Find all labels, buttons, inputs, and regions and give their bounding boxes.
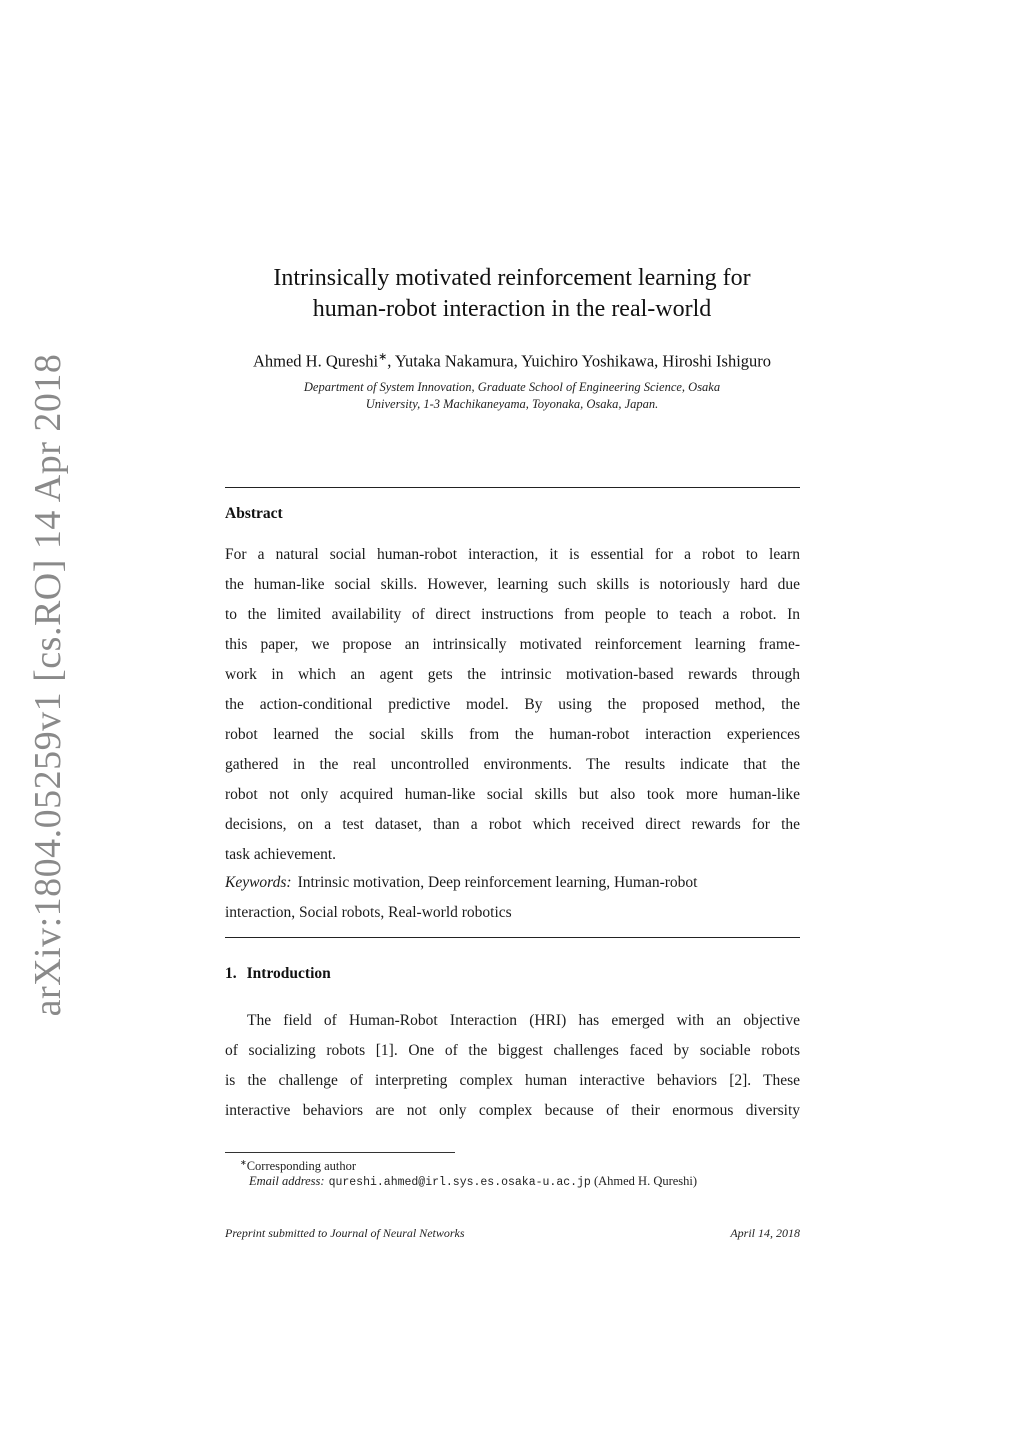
author-list: [0, 350, 1024, 372]
keywords-block: [225, 868, 800, 928]
footnote-star: ∗: [240, 1158, 247, 1167]
keywords-label: Keywords:: [225, 874, 292, 891]
title-line-1: Intrinsically motivated reinforcement learning for: [273, 265, 751, 291]
intro-line: of socializing robots [1]. One of the biggest challenges faced by sociable robots: [225, 1042, 800, 1059]
introduction-body: [225, 1006, 800, 1126]
title-line-2: human-robot interaction in the real-world: [312, 296, 712, 322]
abstract-line: decisions, on a test dataset, than a robot which received direct rewards for the: [225, 816, 800, 833]
paper-title: [0, 263, 1024, 325]
abstract-bottom-rule: [225, 937, 800, 938]
footnote-corresponding: [240, 1158, 356, 1174]
affiliation: [0, 379, 1024, 413]
author-first: Ahmed H. Qureshi: [252, 351, 379, 371]
abstract-line: For a natural social human-robot interaction, it is essential for a robot to learn: [225, 546, 800, 563]
email-label: Email address:: [249, 1174, 325, 1188]
section-title: Introduction: [246, 965, 331, 982]
arxiv-identifier: arXiv:1804.05259v1 [cs.RO] 14 Apr 2018: [27, 353, 69, 1017]
corresponding-star: ∗: [378, 351, 388, 363]
intro-line: is the challenge of interpreting complex human interactive behaviors [2]. These: [225, 1072, 800, 1089]
footnote-email: [249, 1174, 697, 1189]
author-rest: , Yutaka Nakamura, Yuichiro Yoshikawa, Hiroshi Ishiguro: [387, 351, 772, 371]
abstract-line: to the limited availability of direct instructions from people to teach a robot. In: [225, 606, 800, 623]
affiliation-line-2: University, 1-3 Machikaneyama, Toyonaka, Osaka, Japan.: [365, 397, 659, 411]
abstract-top-rule: [225, 487, 800, 488]
intro-line: The field of Human-Robot Interaction (HRI) has emerged with an objective: [247, 1012, 800, 1029]
section-number: 1.: [225, 965, 237, 982]
footnote-rule: [225, 1152, 455, 1153]
preprint-journal: Preprint submitted to Journal of Neural Networks: [225, 1226, 465, 1240]
abstract-heading: Abstract: [225, 505, 283, 522]
keywords-text-1: Intrinsic motivation, Deep reinforcement learning, Human-robot: [297, 874, 698, 891]
affiliation-line-1: Department of System Innovation, Graduate School of Engineering Science, Osaka: [303, 380, 721, 394]
footnote-corresponding-text: Corresponding author: [246, 1159, 357, 1174]
abstract-line: the human-like social skills. However, learning such skills is notoriously hard due: [225, 576, 800, 593]
abstract-line: work in which an agent gets the intrinsic motivation-based rewards through: [225, 666, 800, 683]
keywords-line-1: [225, 868, 800, 898]
abstract-line: the action-conditional predictive model. By using the proposed method, the: [225, 696, 800, 713]
intro-line: interactive behaviors are not only complex because of their enormous diversity: [225, 1102, 800, 1119]
abstract-body: [225, 540, 800, 870]
keywords-line-2: interaction, Social robots, Real-world robotics: [225, 904, 512, 921]
abstract-line: this paper, we propose an intrinsically motivated reinforcement learning frame-: [225, 636, 800, 653]
email-owner: (Ahmed H. Qureshi): [593, 1174, 698, 1188]
preprint-date: April 14, 2018: [730, 1226, 800, 1240]
section-heading-introduction: [225, 965, 331, 983]
abstract-line: gathered in the real uncontrolled environments. The results indicate that the: [225, 756, 800, 773]
abstract-line: robot learned the social skills from the human-robot interaction experiences: [225, 726, 800, 743]
email-address[interactable]: qureshi.ahmed@irl.sys.es.osaka-u.ac.jp: [328, 1176, 591, 1189]
abstract-line: robot not only acquired human-like social skills but also took more human-like: [225, 786, 800, 803]
abstract-line: task achievement.: [225, 846, 337, 863]
